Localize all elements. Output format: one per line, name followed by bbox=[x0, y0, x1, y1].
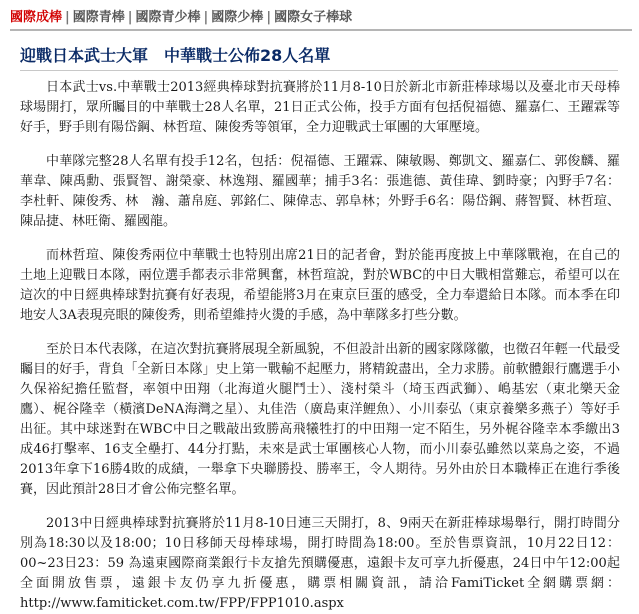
title-divider bbox=[20, 70, 618, 71]
nav-separator: | bbox=[266, 10, 272, 25]
category-nav bbox=[10, 7, 632, 31]
article-paragraph: 2013中日經典棒球對抗賽將於11月8-10日連三天開打，8、9兩天在新莊棒球場舉行，開打時間分別為18:30以及18:00；10日移師天母棒球場，開打時間為18:00。至於售票資訊，10月22日12：00~23日23：59 為遠東國際商業銀行卡友搶先預購優惠，遠銀卡友可享九折優惠，24日中午12:00起全面開放售票，遠銀卡友仍享九折優惠，購票相關資訊，請洽FamiTicket全網購票網：http://www.famiticket.com.tw/FPP/FPP1010.aspx bbox=[20, 516, 620, 611]
nav-separator: | bbox=[65, 10, 70, 25]
article-paragraph: 至於日本代表隊，在這次對抗賽將展現全新風貌，不但設計出新的國家隊隊徽，也徵召年輕一代最受矚目的好手，背負「全新日本隊」史上第一戰輸不起壓力，將精銳盡出，全力求勝。前軟體銀行鷹選手小久保裕紀擔任監督，率領中田翔（北海道火腿鬥士）、淺村榮斗（埼玉西武獅）、嶋基宏（東北樂天金鷹）、梶谷隆幸（橫濱DeNA海灣之星）、丸佳浩（廣島東洋鯉魚）、小川泰弘（東京養樂多燕子）等好手出征。其中球迷對在WBC中日之戰敲出致勝高飛犧牲打的中田翔一定不陌生，另外梶谷隆幸本季繳出3成46打擊率、16支全壘打、44分打點，未來是武士軍團核心人物，而小川泰弘雖然以菜鳥之姿，不過2013年拿下16勝4敗的成績，一舉拿下央聯勝投、勝率王，令人期待。另外由於日本職棒正在進行季後賽，因此預計28日才會公佈完整名單。 bbox=[20, 342, 620, 497]
tab-intl-womens-baseball[interactable]: 國際女子棒球 bbox=[274, 10, 353, 25]
nav-separator: | bbox=[203, 10, 209, 25]
tab-intl-little-league[interactable]: 國際少棒 bbox=[211, 10, 264, 25]
article-title: 迎戰日本武士大軍 中華戰士公佈28人名單 bbox=[20, 46, 331, 65]
tab-intl-adult-baseball[interactable]: 國際成棒 bbox=[10, 10, 63, 25]
tab-intl-youth-baseball[interactable]: 國際青棒 bbox=[72, 10, 125, 25]
article-body bbox=[20, 78, 620, 614]
article-paragraph: 而林哲瑄、陳俊秀兩位中華戰士也特別出席21日的記者會，對於能再度披上中華隊戰袍，在自己的土地上迎戰日本隊，兩位選手都表示非常興奮，林哲瑄說，對於WBC的中日大戰相當難忘，希望可以在這次的中日經典棒球對抗賽有好表現，希望能將3月在東京巨蛋的感受，全力奉還給日本隊。而本季在印地安人3A表現亮眼的陳俊秀，則希望維持火燙的手感，為中華隊多打些分數。 bbox=[20, 248, 620, 323]
tab-intl-junior-baseball[interactable]: 國際青少棒 bbox=[135, 10, 201, 25]
nav-separator: | bbox=[127, 10, 133, 25]
article-paragraph: 日本武士vs.中華戰士2013經典棒球對抗賽將於11月8-10日於新北市新莊棒球場以及臺北市天母棒球場開打，眾所矚目的中華戰士28人名單，21日正式公佈，投手方面有包括倪福德、羅嘉仁、王躍霖等好手，野手則有陽岱鋼、林哲瑄、陳俊秀等領軍，全力迎戰武士軍團的大軍壓境。 bbox=[20, 80, 620, 135]
article-paragraph: 中華隊完整28人名單有投手12名，包括：倪福德、王躍霖、陳敏賜、鄭凱文、羅嘉仁、郭俊麟、羅華韋、陳禹勳、張賢智、謝榮豪、林逸翔、羅國華；捕手3名：張進德、黃佳瑋、劉時豪；內野手7名：李杜軒、陳俊秀、林 瀚、蕭帛庭、郭銘仁、陳偉志、郭阜林；外野手6名：陽岱鋼、蔣智賢、林哲瑄、陳品捷、林旺衛、羅國龍。 bbox=[20, 154, 620, 229]
